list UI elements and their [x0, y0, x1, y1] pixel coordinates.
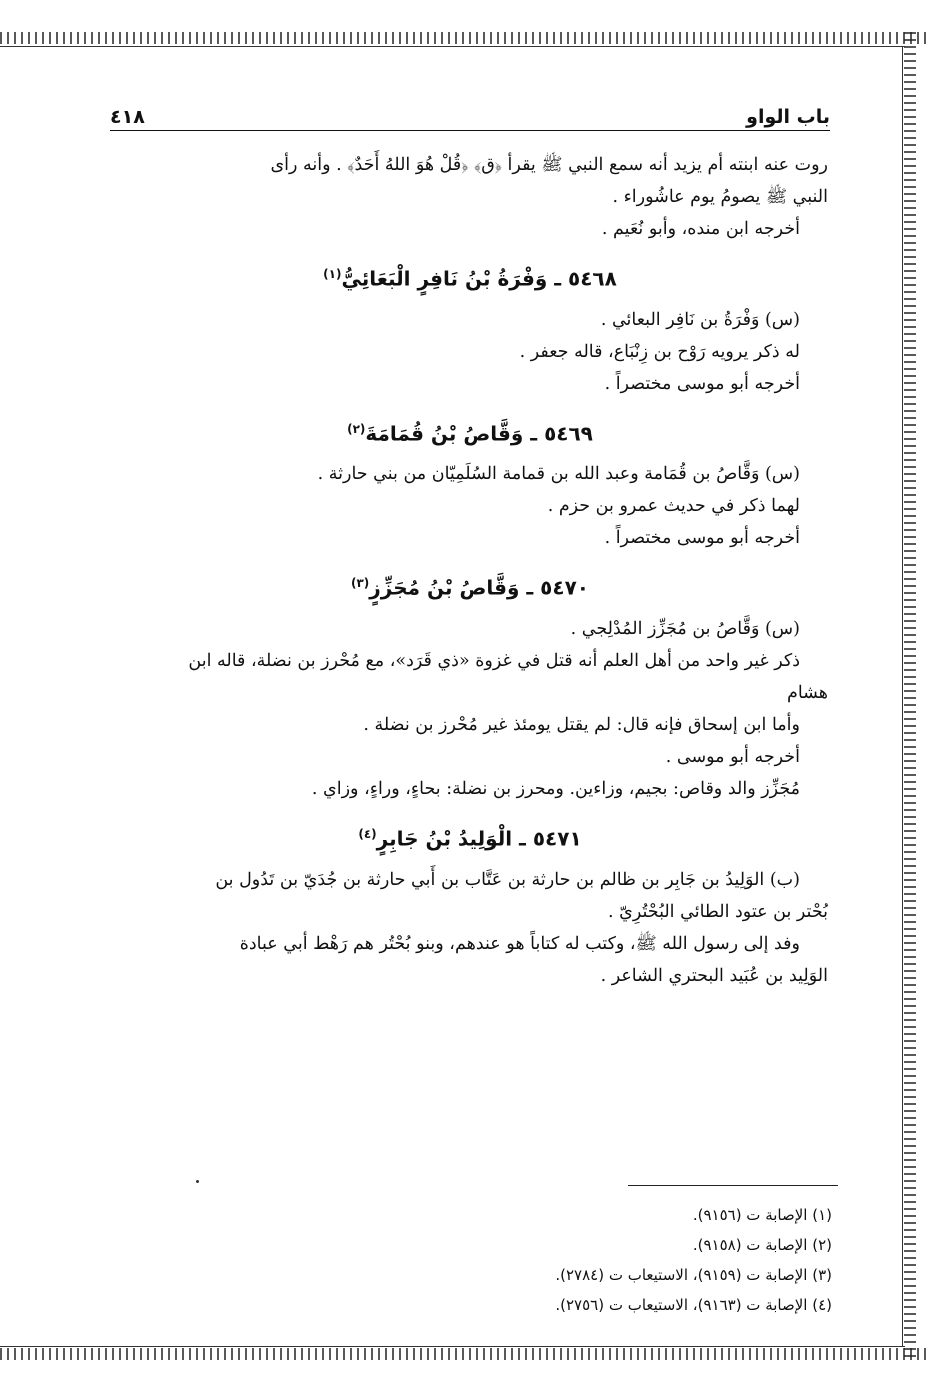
- entry-title: ٥٤٦٨ ـ وَفْرَةُ بْنُ نَافِرٍ الْبَعَائِيُّ: [341, 266, 617, 291]
- entry-title: ٥٤٦٩ ـ وَقَّاصُ بْنُ قُمَامَةَ: [365, 421, 593, 446]
- decorative-border-bottom: [0, 1348, 930, 1360]
- footnote-3: (٣) الإصابة ت (٩١٥٩)، الاستيعاب ت (٢٧٨٤).: [555, 1266, 832, 1284]
- border-rule-top: [0, 46, 905, 47]
- footnote-1: (١) الإصابة ت (٩١٥٦).: [692, 1206, 832, 1224]
- border-rule-right: [902, 46, 903, 1346]
- paragraph: لهما ذكر في حديث عمرو بن حزم .: [547, 496, 800, 517]
- footnote-ref: (٤): [358, 826, 377, 841]
- footnote-2: (٢) الإصابة ت (٩١٥٨).: [692, 1236, 832, 1254]
- paragraph: أخرجه ابن منده، وأبو نُعَيم .: [601, 219, 800, 239]
- entry-title: ٥٤٧١ ـ الْوَلِيدُ بْنُ جَابِرٍ: [376, 826, 582, 851]
- paragraph: وفد إلى رسول الله ﷺ، وكتب له كتاباً هو عندهم، وبنو بُحْتُر هم رَهْط أبي عبادة: [239, 933, 800, 954]
- page-body: [112, 150, 828, 993]
- decorative-border-top: [0, 32, 930, 44]
- paragraph: وأما ابن إسحاق فإنه قال: لم يقتل يومئذ غير مُحْرز بن نضلة .: [363, 714, 800, 735]
- page-number: ٤١٨: [110, 106, 145, 128]
- entry-heading: [112, 567, 828, 604]
- footnote-divider: [628, 1185, 838, 1186]
- page-header: [110, 96, 830, 131]
- paragraph: (س) وَقَّاصُ بن قُمَامة وعبد الله بن قمامة السُلَمِيّان من بني حارثة .: [317, 464, 800, 485]
- paragraph: مُجَزِّز والد وقاص: بجيم، وزاءين. ومحرز بن نضلة: بحاءٍ، وراءٍ، وزاي .: [311, 778, 800, 799]
- entry-heading: [112, 258, 828, 295]
- border-rule-bottom: [0, 1346, 905, 1347]
- footnote-ref: (٣): [350, 576, 370, 591]
- entry-title: ٥٤٧٠ ـ وَقَّاصُ بْنُ مُجَزِّزٍ: [369, 575, 589, 600]
- paragraph: (ب) الوَلِيدُ بن جَابِر بن ظالم بن حارثة بن عَتَّاب بن أَبي حارثة بن جُدَيّ بن تَدُول بن: [215, 869, 800, 890]
- paragraph: (س) وَقَّاصُ بن مُجَزِّز المُدْلِجي .: [570, 618, 800, 639]
- chapter-title: باب الواو: [746, 106, 830, 128]
- print-speck: [196, 1180, 199, 1183]
- entry-heading: [112, 413, 828, 450]
- paragraph: بُحْتر بن عتود الطائي البُحْتُرِيّ .: [608, 901, 828, 922]
- paragraph: النبي ﷺ يصومُ يوم عاشُوراء .: [612, 187, 828, 207]
- paragraph: له ذكر يرويه رَوْح بن زِنْبَاع، قاله جعفر .: [519, 341, 800, 362]
- paragraph: أخرجه أبو موسى مختصراً .: [604, 528, 800, 549]
- paragraph: روت عنه ابنته أم يزيد أنه سمع النبي ﷺ يقرأ ﴿ق﴾ ﴿قُلْ هُوَ اللهُ أَحَدٌ﴾ . وأنه رأى: [270, 155, 828, 175]
- footnote-ref: (١): [323, 267, 342, 281]
- decorative-border-right: [904, 32, 916, 1360]
- paragraph: ذكر غير واحد من أهل العلم أنه قتل في غزوة «ذي قَرَد»، مع مُحْرز بن نضلة، قاله ابن: [188, 650, 800, 671]
- entry-heading: [112, 818, 828, 855]
- paragraph: أخرجه أبو موسى .: [665, 746, 800, 767]
- paragraph: أخرجه أبو موسى مختصراً .: [604, 373, 800, 394]
- footnotes: [112, 1200, 832, 1320]
- paragraph: الوَلِيد بن عُبَيد البحتري الشاعر .: [600, 965, 828, 986]
- paragraph: (س) وَفْرَةُ بن نَافِر البعائي .: [600, 309, 800, 330]
- paragraph: هشام: [786, 682, 828, 703]
- footnote-4: (٤) الإصابة ت (٩١٦٣)، الاستيعاب ت (٢٧٥٦).: [555, 1296, 832, 1314]
- footnote-ref: (٢): [347, 421, 366, 436]
